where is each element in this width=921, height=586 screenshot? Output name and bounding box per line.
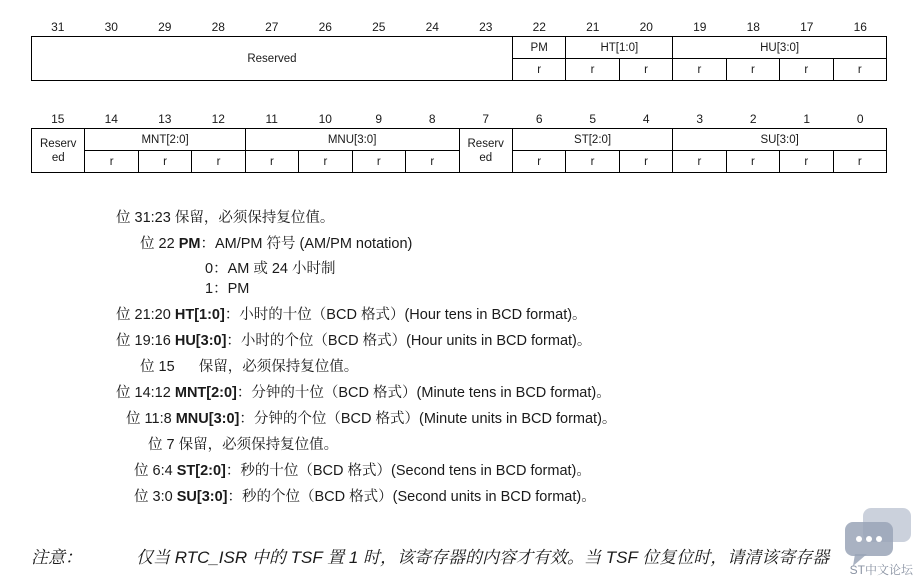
- desc-3-0: [134, 485, 596, 506]
- desc-22-value-0: [205, 257, 336, 278]
- desc-6-4: [134, 459, 591, 480]
- bit-number: 25: [372, 20, 386, 34]
- register-fields-high: [31, 36, 887, 81]
- bit-range: 位 22: [140, 236, 175, 252]
- bit-number: 12: [211, 112, 225, 126]
- bit-range: 位 19:16: [116, 333, 171, 349]
- access-cell: r: [85, 151, 138, 173]
- access-cell: r: [780, 59, 833, 81]
- bit-number: 18: [746, 20, 760, 34]
- access-cell: r: [512, 151, 565, 173]
- desc-text: 保留，必须保持复位值。: [178, 437, 339, 453]
- access-cell: r: [566, 59, 619, 81]
- bit-number: 5: [589, 112, 597, 126]
- bit-number: 1: [803, 112, 811, 126]
- field-name: PM: [178, 236, 201, 252]
- bit-number: 4: [642, 112, 650, 126]
- bit-range: 位 7: [148, 437, 175, 453]
- bit-number: 17: [800, 20, 814, 34]
- access-cell: r: [673, 151, 726, 173]
- access-cell: r: [406, 151, 459, 173]
- desc-22-value-1: [205, 277, 249, 298]
- desc-31-23: [116, 206, 334, 227]
- bit-number: 11: [265, 112, 278, 126]
- bit-number: 3: [696, 112, 704, 126]
- access-cell: r: [512, 59, 565, 81]
- bit-number: 13: [158, 112, 172, 126]
- register-low: [31, 110, 887, 173]
- field-reserved-7: Reserv ed: [459, 129, 512, 173]
- register-high: [31, 18, 887, 81]
- field-reserved-15: Reserv ed: [32, 129, 85, 173]
- access-cell: r: [726, 59, 779, 81]
- desc-text: ：小时的十位（BCD 格式）(Hour tens in BCD format)。: [224, 307, 587, 323]
- desc-text: 0：AM 或 24 小时制: [205, 261, 336, 277]
- field-name: MNT[2:0]: [174, 385, 237, 401]
- access-cell: r: [619, 59, 672, 81]
- bit-number: 31: [51, 20, 65, 34]
- field-name: SU[3:0]: [176, 489, 228, 505]
- bit-number: 29: [158, 20, 172, 34]
- desc-text: ：小时的个位（BCD 格式）(Hour units in BCD format)。: [226, 333, 592, 349]
- bit-number: 19: [693, 20, 707, 34]
- bit-range: 位 11:8: [126, 411, 172, 427]
- field-name: MNU[3:0]: [175, 411, 240, 427]
- field-ht: HT[1:0]: [566, 37, 673, 59]
- bit-number: 28: [211, 20, 225, 34]
- bit-numbers-high: [31, 18, 887, 36]
- bit-number: 26: [318, 20, 332, 34]
- bit-number: 30: [104, 20, 118, 34]
- bit-number: 14: [104, 112, 118, 126]
- bit-number: 15: [51, 112, 65, 126]
- note-label: 注意：: [31, 548, 82, 567]
- bit-number: 0: [856, 112, 864, 126]
- field-pm: PM: [512, 37, 565, 59]
- watermark-text: ST中文论坛: [849, 563, 913, 577]
- bit-number: 22: [532, 20, 546, 34]
- access-cell: r: [299, 151, 352, 173]
- access-cell: r: [566, 151, 619, 173]
- desc-text: ：分钟的十位（BCD 格式）(Minute tens in BCD format)。: [236, 385, 611, 401]
- access-cell: r: [138, 151, 191, 173]
- field-name: HT[1:0]: [174, 307, 225, 323]
- desc-21-20: [116, 303, 587, 324]
- bit-number: 16: [853, 20, 867, 34]
- bit-range: 位 15: [140, 359, 175, 375]
- bit-range: 位 6:4: [134, 463, 173, 479]
- bit-numbers-low: [31, 110, 887, 128]
- desc-19-16: [116, 329, 591, 350]
- desc-15: [140, 355, 358, 376]
- access-cell: r: [245, 151, 298, 173]
- bit-number: 2: [749, 112, 757, 126]
- bit-range: 位 21:20: [116, 307, 171, 323]
- bit-number: 21: [586, 20, 600, 34]
- field-su: SU[3:0]: [673, 129, 887, 151]
- access-cell: r: [833, 151, 886, 173]
- register-fields-low: [31, 128, 887, 173]
- bit-number: 27: [265, 20, 279, 34]
- field-mnt: MNT[2:0]: [85, 129, 245, 151]
- desc-14-12: [116, 381, 611, 402]
- field-st: ST[2:0]: [512, 129, 672, 151]
- desc-text: 保留，必须保持复位值。: [174, 210, 335, 226]
- access-cell: r: [833, 59, 886, 81]
- bit-number: 20: [639, 20, 653, 34]
- access-cell: r: [352, 151, 405, 173]
- field-mnu: MNU[3:0]: [245, 129, 459, 151]
- desc-text: ：AM/PM 符号 (AM/PM notation): [200, 236, 413, 252]
- desc-text: ：秒的十位（BCD 格式）(Second tens in BCD format)。: [225, 463, 591, 479]
- access-cell: r: [619, 151, 672, 173]
- desc-text: 1：PM: [205, 281, 250, 297]
- bit-number: 9: [375, 112, 383, 126]
- desc-7: [148, 433, 338, 454]
- desc-text: ：分钟的个位（BCD 格式）(Minute units in BCD format)。: [239, 411, 617, 427]
- field-reserved: Reserved: [32, 37, 513, 81]
- field-hu: HU[3:0]: [673, 37, 887, 59]
- field-name: ST[2:0]: [176, 463, 226, 479]
- desc-11-8: [126, 407, 616, 428]
- bit-range: 位 14:12: [116, 385, 171, 401]
- bit-number: 6: [535, 112, 543, 126]
- access-cell: r: [192, 151, 245, 173]
- desc-22: [140, 232, 412, 253]
- bit-number: 24: [425, 20, 439, 34]
- bit-number: 8: [428, 112, 436, 126]
- desc-text: 保留，必须保持复位值。: [198, 359, 359, 375]
- field-name: HU[3:0]: [174, 333, 227, 349]
- desc-text: ：秒的个位（BCD 格式）(Second units in BCD format)。: [227, 489, 596, 505]
- access-cell: r: [780, 151, 833, 173]
- access-cell: r: [726, 151, 779, 173]
- bit-range: 位 31:23: [116, 210, 171, 226]
- access-cell: r: [673, 59, 726, 81]
- bit-range: 位 3:0: [134, 489, 173, 505]
- bit-number: 23: [479, 20, 493, 34]
- bit-number: 7: [482, 112, 490, 126]
- bit-number: 10: [318, 112, 332, 126]
- note-text: 仅当 RTC_ISR 中的 TSF 置 1 时，该寄存器的内容才有效。当 TSF 位复位时，请清该寄存器: [136, 548, 830, 567]
